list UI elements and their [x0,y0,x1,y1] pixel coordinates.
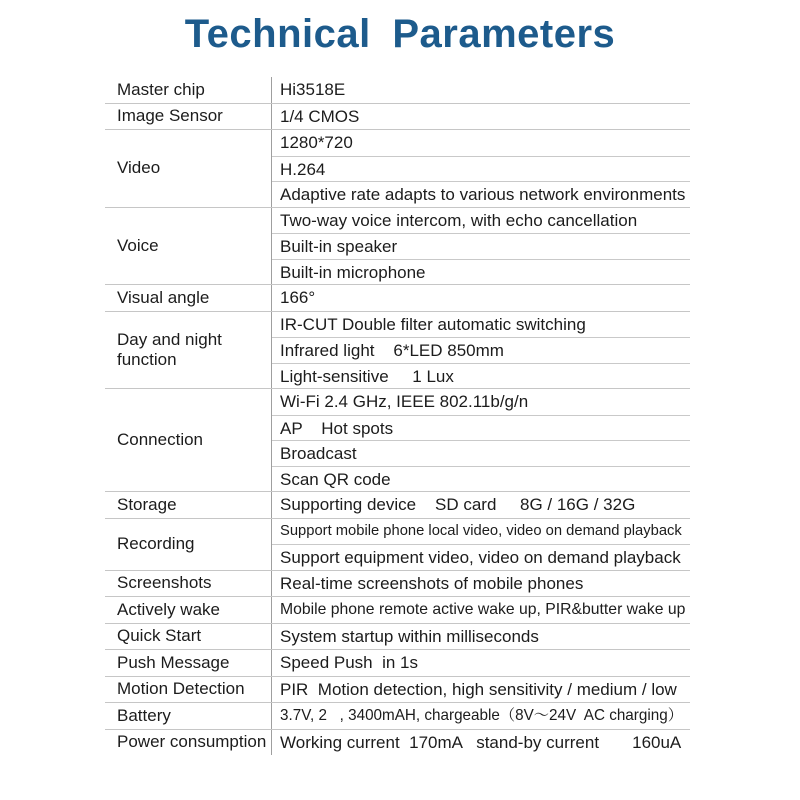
spec-value: 166° [280,288,316,307]
spec-label: Actively wake [117,599,220,619]
spec-group [105,207,690,285]
spec-value-list [271,571,690,597]
spec-label: Master chip [117,79,205,99]
spec-group [105,649,690,676]
spec-value-list [271,624,690,650]
spec-value: IR-CUT Double filter automatic switching [280,314,586,334]
spec-group [105,702,690,729]
spec-value-list [271,597,690,623]
spec-value-list [271,677,690,703]
spec-value-list [271,208,690,285]
spec-value: System startup within milliseconds [280,626,539,646]
spec-label: Voice [117,235,159,255]
spec-label: Connection [117,430,204,450]
spec-value: Real-time screenshots of mobile phones [280,573,584,593]
spec-value-list [271,312,690,389]
spec-label: Battery [117,705,171,725]
spec-value: Infrared light 6*LED 850mm [272,337,690,363]
spec-group [105,388,690,491]
spec-value-list [271,104,690,130]
spec-value-list [271,730,690,756]
spec-value: Two-way voice intercom, with echo cancellation [280,210,638,230]
spec-value: Built-in speaker [272,233,690,259]
spec-value-list [271,389,690,491]
spec-value: Working current 170mA stand-by current 160uA [280,732,682,752]
spec-group [105,623,690,650]
spec-label: Visual angle [117,287,210,307]
spec-value: Scan QR code [272,466,690,492]
spec-value: 1280*720 [280,133,353,152]
spec-value: Mobile phone remote active wake up, PIR&butter wake up [280,601,686,618]
spec-label: Storage [117,494,177,514]
spec-value: Built-in microphone [272,259,690,285]
spec-label: Quick Start [117,626,202,646]
spec-label: Power consumption [117,732,267,752]
spec-group [105,284,690,311]
spec-value-list [271,130,690,207]
spec-value-list [271,77,690,103]
spec-value: Adaptive rate adapts to various network environments [272,181,690,207]
spec-value: Broadcast [272,440,690,466]
spec-group [105,77,690,103]
spec-value: 3.7V, 2 , 3400mAH, chargeable（8V～24V AC charging） [280,707,683,724]
spec-value-list [271,492,690,518]
spec-value-list [271,519,690,570]
spec-value: Hi3518E [280,80,346,99]
spec-group [105,676,690,703]
spec-label: Screenshots [117,573,212,593]
spec-value: Light-sensitive 1 Lux [272,363,690,389]
spec-value: Supporting device SD card 8G / 16G / 32G [280,495,636,514]
spec-group [105,729,690,756]
spec-label: Motion Detection [117,679,245,699]
page-title: Technical Parameters [184,12,616,56]
spec-group [105,311,690,389]
spec-label: Push Message [117,652,230,672]
spec-group [105,103,690,130]
spec-group [105,518,690,570]
spec-value: Support mobile phone local video, video on demand playback [280,522,682,539]
spec-label: Video [117,158,161,178]
spec-value-list [271,650,690,676]
spec-label: Day and night function [117,330,222,369]
spec-value: Support equipment video, video on demand playback [272,544,690,570]
spec-value-list [271,703,690,729]
spec-label: Image Sensor [117,106,223,126]
technical-parameters-table [105,77,690,755]
spec-group [105,491,690,518]
spec-group [105,596,690,623]
spec-value: 1/4 CMOS [280,106,360,126]
spec-value: Speed Push in 1s [280,653,418,672]
spec-group [105,129,690,207]
spec-label: Recording [117,534,195,554]
spec-value: H.264 [272,156,690,182]
spec-group [105,570,690,597]
spec-value: PIR Motion detection, high sensitivity / medium / low [280,679,677,699]
spec-value-list [271,285,690,311]
spec-value: Wi-Fi 2.4 GHz, IEEE 802.11b/g/n [280,392,529,411]
spec-value: AP Hot spots [272,415,690,441]
